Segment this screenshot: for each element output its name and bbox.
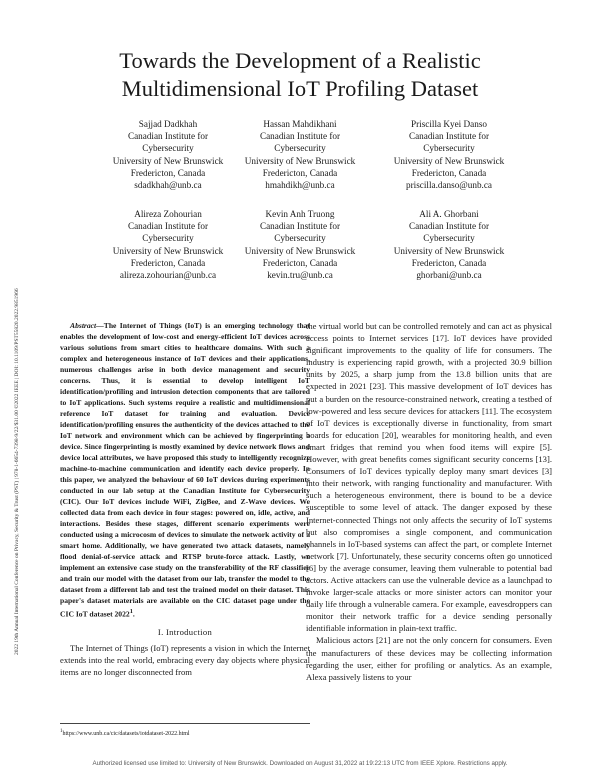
author-org: Canadian Institute for [127, 221, 209, 232]
footnote [60, 723, 310, 738]
author-city: Fredericton, Canada [411, 167, 487, 178]
abstract-label: Abstract [70, 321, 97, 330]
author-block [364, 208, 534, 281]
author-org: Cybersecurity [274, 143, 326, 154]
author-org: Cybersecurity [142, 143, 194, 154]
author-university: University of New Brunswick [112, 245, 224, 256]
left-column [60, 320, 310, 678]
author-city: Fredericton, Canada [262, 257, 338, 268]
author-name: Ali A. Ghorbani [419, 209, 479, 219]
author-org: Cybersecurity [423, 233, 475, 244]
author-email: sdadkhah@unb.ca [134, 180, 202, 191]
author-university: University of New Brunswick [244, 245, 356, 256]
author-email: hmahdikh@unb.ca [265, 180, 335, 191]
author-name: Kevin Anh Truong [265, 209, 335, 219]
abstract: Abstract—The Internet of Things (IoT) is an emerging technology that enables the development of low-cost and energy-efficient IoT devices across various solutions from smart cities to healthcare domains. With such a complex and heterogeneous instance of IoT devices and their applications, numerous challenges arise in both device management and security concerns. Thus, it is essential to develop intelligent IoT identification/profiling and intrusion detection components that are tailored to IoT applications. Such systems require a realistic and multidimensional reference IoT dataset for training and evaluation. Device identification/profiling ensures the authenticity of the devices attached to the IoT network and environment which can be achieved by fingerprinting a device. Since fingerprinting is mostly examined by device network flows and device local attributes, we have proposed this study to intelligently recognize machine-to-machine communication and identify each device properly. In this paper, we analyzed the behaviour of 60 IoT devices during experiments conducted in our lab setup at the Canadian Institute for Cybersecurity (CIC). Our IoT devices include WiFi, ZigBee, and Z-Wave devices. We collected data from each device in four stages: powered on, idle, active, and interactions. Besides these stages, different scenario experiments were conducted using a microcosm of devices to simulate the network activity of a smart home. Additionally, we have generated two attack datasets, namely flood denial-of-service attack and RTSP brute-force attack. Lastly, we implement an extensive case study on the transferability of the RF classifier and train our model with the dataset from our lab, transfer the model to the dataset from a different lab and test the trained model on their dataset. This paper's dataset materials are available on the CIC dataset page under the CIC IoT dataset 2022$^1$. [60, 321, 310, 619]
footnote-mark: 1 [60, 729, 63, 734]
author-university: University of New Brunswick [393, 245, 505, 256]
intro-paragraph: The Internet of Things (IoT) represents a vision in which the Internet extends into the real world, embracing every day objects where physical items are no longer disconnected from [60, 642, 310, 677]
author-name: Priscilla Kyei Danso [410, 119, 488, 129]
right-column [306, 320, 552, 683]
author-city: Fredericton, Canada [411, 257, 487, 268]
author-email: priscilla.danso@unb.ca [405, 180, 493, 191]
author-org: Canadian Institute for [259, 131, 341, 142]
right-paragraph-1: the virtual world but can be controlled remotely and can act as physical access points to Internet services [17]. IoT devices have provided significant improvements to the quality of life for consumers. The industry is experiencing rapid growth, with a projected 30.9 billion units by 2025, a sharp jump from the 13.8 billion units that are expected in 2021 [23]. This massive development of IoT devices has put a burden on the resource-constrained network, creating a testbed of low-powered and less secure devices for attackers [11]. The ecosystem of IoT devices is exceptionally diverse in functionality, from smart boards for education [20], wearables for monitoring health, and even smart fridges that remind you when food items will expire [5]. However, with great benefits comes significant security concerns [13]. Consumers of IoT devices typically deploy many smart devices [3] into their network, with ranging functionality and manufacturer. With such a heterogeneous environment, there is bound to be a device susceptible to some level of attack. The danger exposed by these Internet-connected Things not only affects the security of IoT systems but also compromises a single component, and communication channels in IoT-based systems can affect the part, or complete Internet network [7]. Unfortunately, these security concerns often go unnoticed [6] by the average consumer, leaving them vulnerable to potential bad actors. Active attackers can use the vulnerable device as a launchpad to invoke larger-scale attacks or more sinister actors can monitor your daily life through a vulnerable camera. For example, eavesdroppers can monitor their network traffic for a device sending personally identifiable information in plain-text traffic. [306, 321, 553, 634]
author-university: University of New Brunswick [393, 155, 505, 166]
author-university: University of New Brunswick [244, 155, 356, 166]
author-block [364, 118, 534, 191]
section-heading-introduction: I. Introduction [157, 626, 213, 637]
footnote-link[interactable]: https://www.unb.ca/cic/datasets/iotdataset-2022.html [62, 731, 190, 737]
side-identifier: 2022 19th Annual International Conference on Privacy, Security & Trust (PST) | 978-1-6654-7398-9/22/$31.00 ©2022 IEEE | DOI: 10.1109/PST55820.2022.9851966 [14, 288, 20, 655]
author-email: kevin.tru@unb.ca [267, 270, 333, 281]
author-block [215, 208, 385, 281]
abstract-text: —The Internet of Things (IoT) is an emerging technology that enables the development of low-cost and energy-efficient IoT devices across various solutions from smart cities to healthcare domains. With such a complex and heterogeneous instance of IoT devices and their applications, numerous challenges arise in both device management and security concerns. Thus, it is essential to develop intelligent IoT identification/profiling and intrusion detection components that are tailored to IoT applications. Such systems require a realistic and multidimensional reference IoT dataset for training and evaluation. Device identification/profiling ensures the authenticity of the devices attached to the IoT network and environment which can be achieved by fingerprinting a device. Since fingerprinting is mostly examined by device network flows and device local attributes, we have proposed this study to intelligently recognize machine-to-machine communication and identify each device properly. In this paper, we analyzed the behaviour of 60 IoT devices during experiments conducted in our lab setup at the Canadian Institute for Cybersecurity (CIC). Our IoT devices include WiFi, ZigBee, and Z-Wave devices. We collected data from each device in four stages: powered on, idle, active, and interactions. Besides these stages, different scenario experiments were conducted using a microcosm of devices to simulate the network activity of a smart home. Additionally, we have generated two attack datasets, namely flood denial-of-service attack and RTSP brute-force attack. Lastly, we implement an extensive case study on the transferability of the RF classifier and train our model with the dataset from our lab, transfer the model to the dataset from a different lab and test the trained model on their dataset. This paper's dataset materials are available on the CIC dataset page under the CIC IoT dataset 2022 [60, 321, 310, 619]
right-paragraph-2: Malicious actors [21] are not the only concern for consumers. Even the manufacturers of these devices may be collecting information regarding the user, either for profiling or analytics. As an example, Alexa passively listens to your [306, 635, 552, 682]
author-org: Canadian Institute for [408, 131, 490, 142]
author-city: Fredericton, Canada [130, 257, 206, 268]
author-org: Cybersecurity [142, 233, 194, 244]
author-org: Canadian Institute for [259, 221, 341, 232]
author-org: Cybersecurity [423, 143, 475, 154]
author-org: Canadian Institute for [408, 221, 490, 232]
author-block [215, 118, 385, 191]
license-footer: Authorized licensed use limited to: University of New Brunswick. Downloaded on August 31,2022 at 19:22:13 UTC from IEEE Xplore. Restrictions apply. [92, 760, 508, 767]
author-city: Fredericton, Canada [130, 167, 206, 178]
paper-title [60, 47, 540, 103]
author-name: Hassan Mahdikhani [263, 119, 337, 129]
author-email: ghorbani@unb.ca [416, 270, 482, 281]
author-name: Alireza Zohourian [134, 209, 202, 219]
author-university: University of New Brunswick [112, 155, 224, 166]
title-line-1: Towards the Development of a Realistic [119, 48, 481, 73]
author-org: Canadian Institute for [127, 131, 209, 142]
author-org: Cybersecurity [274, 233, 326, 244]
abstract-footnote-mark: 1 [129, 608, 133, 615]
author-email: alireza.zohourian@unb.ca [119, 270, 217, 281]
title-line-2: Multidimensional IoT Profiling Dataset [121, 76, 479, 101]
author-city: Fredericton, Canada [262, 167, 338, 178]
author-name: Sajjad Dadkhah [138, 119, 198, 129]
